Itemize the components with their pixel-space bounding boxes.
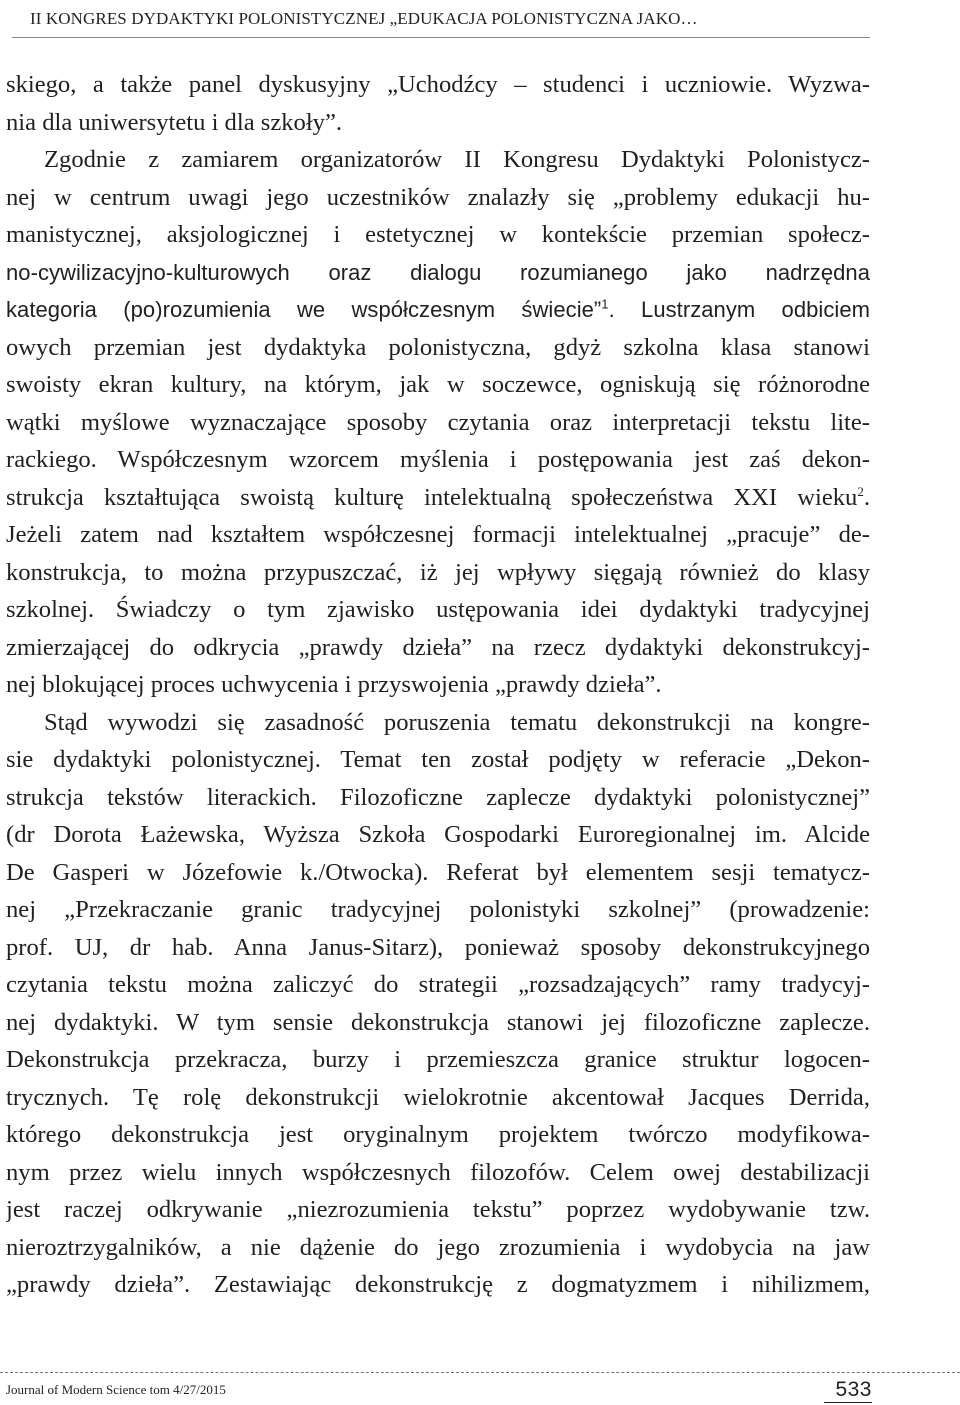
text-line-content: kategoria (po)rozumienia we współczesnym świecie” bbox=[6, 297, 602, 322]
footer-rule bbox=[0, 1372, 960, 1373]
text-line bbox=[6, 366, 870, 404]
text-line-content: Zgodnie z zamiarem organizatorów II Kongresu Dydaktyki Polonistycz- bbox=[44, 146, 870, 173]
text-line-content: Stąd wywodzi się zasadność poruszenia tematu dekonstrukcji na kongre- bbox=[44, 708, 870, 736]
text-line-content: nej dydaktyki. W tym sensie dekonstrukcja stanowi jej filozoficzne zaplecze. bbox=[6, 1008, 870, 1036]
text-line-content: nia dla uniwersytetu i dla szkoły”. bbox=[6, 108, 343, 136]
text-line bbox=[6, 441, 870, 479]
text-line bbox=[6, 741, 870, 779]
text-line bbox=[6, 141, 870, 179]
page-number: 533 bbox=[835, 1378, 872, 1401]
text-line bbox=[6, 554, 870, 592]
text-line-content: nej blokującej proces uchwycenia i przyswojenia „prawdy dzieła”. bbox=[6, 671, 662, 698]
text-line-content: strukcja kształtująca swoistą kulturę intelektualną społeczeństwa XXI wieku bbox=[6, 483, 858, 511]
text-line-content: rackiego. Współczesnym wzorcem myślenia i postępowania jest zaś dekon- bbox=[6, 446, 870, 473]
text-line-continuation: . bbox=[863, 483, 870, 511]
text-line bbox=[6, 329, 870, 367]
text-line-content: Dekonstrukcja przekracza, burzy i przemieszcza granice struktur logocen- bbox=[6, 1046, 870, 1073]
text-line bbox=[6, 1004, 870, 1042]
text-line-content: jest raczej odkrywanie „niezrozumienia tekstu” poprzez wydobywanie tzw. bbox=[6, 1196, 870, 1223]
text-line bbox=[6, 179, 870, 217]
footnote-marker: 2 bbox=[857, 483, 864, 499]
body-text bbox=[6, 66, 870, 1304]
text-line bbox=[6, 854, 870, 892]
text-line bbox=[6, 666, 870, 704]
text-line bbox=[6, 404, 870, 442]
header-rule bbox=[12, 37, 870, 38]
text-line bbox=[6, 1154, 870, 1192]
text-line-content: zmierzającej do odkrycia „prawdy dzieła” na rzecz dydaktyki dekonstrukcyj- bbox=[6, 633, 870, 661]
text-line bbox=[6, 1079, 870, 1117]
text-line bbox=[6, 929, 870, 967]
text-line-content: (dr Dorota Łażewska, Wyższa Szkoła Gospodarki Euroregionalnej im. Alcide bbox=[6, 821, 870, 848]
text-line bbox=[6, 254, 870, 292]
text-line bbox=[6, 1229, 870, 1267]
text-line bbox=[6, 816, 870, 854]
text-line bbox=[6, 1116, 870, 1154]
footnote-marker: 1 bbox=[601, 296, 609, 312]
text-line-content: manistycznej, aksjologicznej i estetycznej w kontekście przemian społecz- bbox=[6, 221, 870, 248]
text-line-content: nieroztrzygalników, a nie dążenie do jego zrozumienia i wydobycia na jaw bbox=[6, 1233, 870, 1261]
text-line bbox=[6, 104, 870, 142]
text-line bbox=[6, 629, 870, 667]
text-line bbox=[6, 516, 870, 554]
text-line bbox=[6, 291, 870, 329]
text-line bbox=[6, 779, 870, 817]
text-line-content: no-cywilizacyjno-kulturowych oraz dialogu rozumianego jako nadrzędna bbox=[6, 259, 870, 285]
text-line-content: „prawdy dzieła”. Zestawiając dekonstrukcję z dogmatyzmem i nihilizmem, bbox=[6, 1271, 870, 1298]
text-line-content: nym przez wielu innych współczesnych filozofów. Celem owej destabilizacji bbox=[6, 1158, 870, 1186]
text-line-content: trycznych. Tę rolę dekonstrukcji wielokrotnie akcentował Jacques Derrida, bbox=[6, 1083, 870, 1111]
text-line-content: szkolnej. Świadczy o tym zjawisko ustępowania idei dydaktyki tradycyjnej bbox=[6, 596, 870, 623]
text-line bbox=[6, 891, 870, 929]
text-line bbox=[6, 479, 870, 517]
journal-citation: Journal of Modern Science tom 4/27/2015 bbox=[6, 1382, 226, 1397]
text-line-content: sie dydaktyki polonistycznej. Temat ten został podjęty w referacie „Dekon- bbox=[6, 746, 870, 773]
text-line-continuation: . Lustrzanym odbiciem bbox=[608, 297, 870, 322]
text-line-content: wątki myślowe wyznaczające sposoby czytania oraz interpretacji tekstu lite- bbox=[6, 408, 870, 436]
text-line bbox=[6, 591, 870, 629]
text-line bbox=[6, 1191, 870, 1229]
text-line-content: Jeżeli zatem nad kształtem współczesnej formacji intelektualnej „pracuje” de- bbox=[6, 521, 870, 548]
text-line bbox=[6, 1041, 870, 1079]
text-line bbox=[6, 216, 870, 254]
text-line bbox=[6, 66, 870, 104]
text-line-content: De Gasperi w Józefowie k./Otwocka). Referat był elementem sesji tematycz- bbox=[6, 858, 870, 886]
text-line-content: którego dekonstrukcja jest oryginalnym projektem twórczo modyfikowa- bbox=[6, 1121, 870, 1148]
text-line bbox=[6, 966, 870, 1004]
text-line-content: konstrukcja, to można przypuszczać, iż jej wpływy sięgają również do klasy bbox=[6, 558, 870, 586]
text-line bbox=[6, 1266, 870, 1304]
text-line bbox=[6, 704, 870, 742]
text-line-content: strukcja tekstów literackich. Filozoficzne zaplecze dydaktyki polonistycznej” bbox=[6, 783, 870, 811]
text-line-content: prof. UJ, dr hab. Anna Janus-Sitarz), ponieważ sposoby dekonstrukcyjnego bbox=[6, 933, 870, 961]
running-header: II KONGRES DYDAKTYKI POLONISTYCZNEJ „EDUKACJA POLONISTYCZNA JAKO… bbox=[30, 9, 698, 28]
text-line-content: skiego, a także panel dyskusyjny „Uchodźcy – studenci i uczniowie. Wyzwa- bbox=[6, 71, 870, 98]
text-line-content: swoisty ekran kultury, na którym, jak w soczewce, ogniskują się różnorodne bbox=[6, 371, 870, 398]
text-line-content: owych przemian jest dydaktyka polonistyczna, gdyż szkolna klasa stanowi bbox=[6, 333, 870, 361]
text-line-content: nej w centrum uwagi jego uczestników znalazły się „problemy edukacji hu- bbox=[6, 183, 870, 211]
page-number-underline bbox=[824, 1402, 872, 1403]
text-line-content: nej „Przekraczanie granic tradycyjnej polonistyki szkolnej” (prowadzenie: bbox=[6, 896, 870, 923]
text-line-content: czytania tekstu można zaliczyć do strategii „rozsadzających” ramy tradycyj- bbox=[6, 971, 870, 998]
